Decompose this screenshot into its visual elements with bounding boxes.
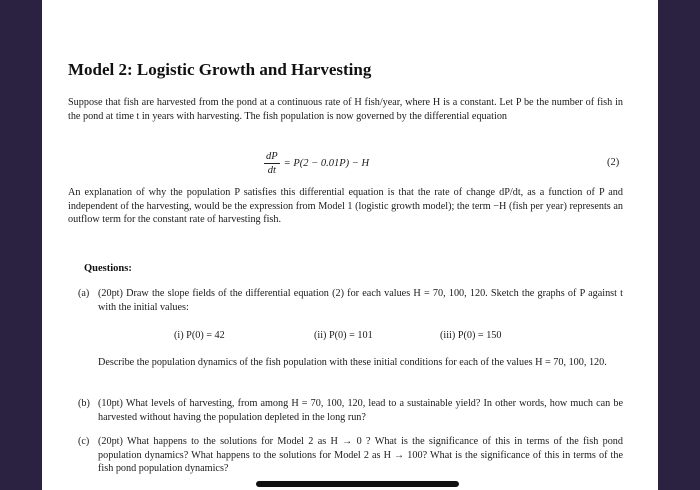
home-indicator-bar[interactable] xyxy=(256,481,459,487)
condition-ii: (ii) P(0) = 101 xyxy=(314,330,373,341)
question-b xyxy=(78,397,623,424)
question-a xyxy=(78,287,623,314)
document-page xyxy=(42,0,658,490)
question-a-label: (a) xyxy=(78,288,90,299)
question-b-label: (b) xyxy=(78,398,90,409)
question-b-text: (10pt) What levels of harvesting, from among H = 70, 100, 120, lead to a sustainable yield? In other words, how much can be harvested without having the population depleted in the long run? xyxy=(98,398,623,423)
intro-paragraph: Suppose that fish are harvested from the pond at a continuous rate of H fish/year, where H is a constant. Let P be the number of fish in the pond at time t in years with harvesting. The fish population is now governed by the differential equation xyxy=(68,97,623,122)
question-a-followup: Describe the population dynamics of the fish population with these initial conditions for each of the values H = 70, 100, 120. xyxy=(98,357,607,368)
fraction-numerator: dP xyxy=(266,151,278,162)
derivative-fraction xyxy=(264,150,280,177)
explanation-paragraph: An explanation of why the population P satisfies this differential equation is that the rate of change dP/dt, as a function of P and independent of the harvesting, would be the expression from Model 1 (logistic growth model); the term −H (fish per year) represents an outflow term for the constant rate of harvesting fish. xyxy=(68,187,623,226)
page-title: Model 2: Logistic Growth and Harvesting xyxy=(68,60,372,79)
questions-heading: Questions: xyxy=(84,263,132,274)
right-dark-border xyxy=(658,0,700,490)
equation-number: (2) xyxy=(607,157,620,168)
differential-equation xyxy=(264,150,369,177)
condition-iii: (iii) P(0) = 150 xyxy=(440,330,502,341)
fraction-denominator: dt xyxy=(267,165,276,176)
question-c-label: (c) xyxy=(78,436,90,447)
question-c-text: (20pt) What happens to the solutions for Model 2 as H → 0 ? What is the significance of this in terms of the fish pond population dynamics? What happens to the solutions for Model 2 as H → 100? What is the significance of this in terms of the fish pond population dynamics? xyxy=(98,436,623,475)
condition-i: (i) P(0) = 42 xyxy=(174,330,225,341)
left-dark-border xyxy=(0,0,42,490)
equation-rhs: = P(2 − 0.01P) − H xyxy=(283,158,370,169)
initial-conditions xyxy=(174,330,594,341)
question-a-text: (20pt) Draw the slope fields of the differential equation (2) for each values H = 70, 100, 120. Sketch the graphs of P against t with the initial values: xyxy=(98,288,623,313)
question-c xyxy=(78,435,623,476)
